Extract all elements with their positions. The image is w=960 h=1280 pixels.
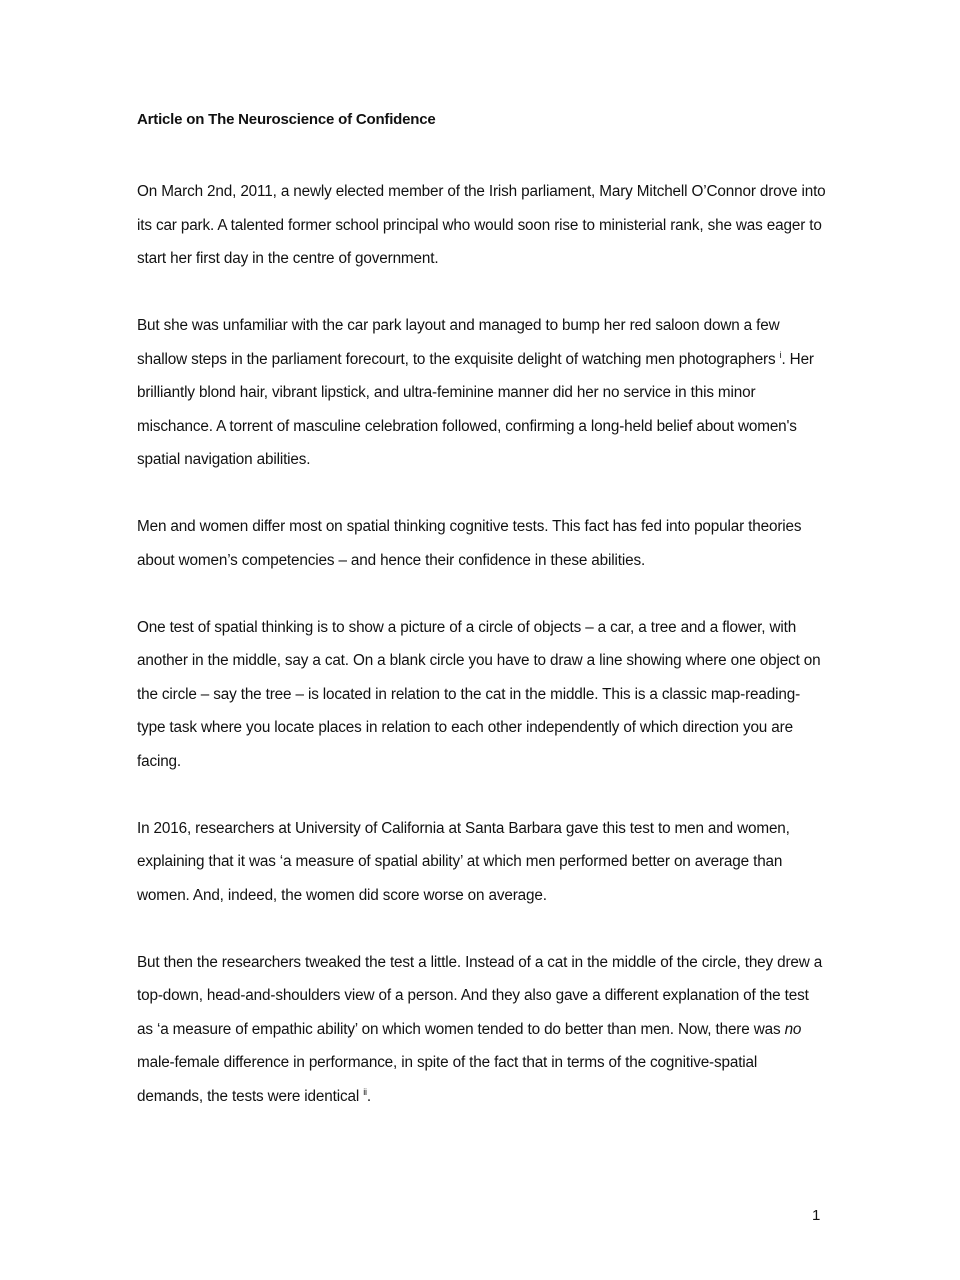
endnote-ref-i[interactable]: i: [779, 349, 782, 360]
paragraph-4: [137, 611, 827, 779]
paragraph-text: Men and women differ most on spatial thinking cognitive tests. This fact has fed into popular theories about women’s competencies – and hence their confidence in these abilities.: [137, 518, 802, 569]
emphasis-word: no: [784, 1020, 802, 1038]
paragraph-text: On March 2nd, 2011, a newly elected member of the Irish parliament, Mary Mitchell O’Connor drove into its car park. A talented former school principal who would soon rise to ministerial rank, she was eager to start her first day in the centre of government.: [137, 183, 826, 267]
paragraph-6: [137, 946, 827, 1114]
paragraph-text: One test of spatial thinking is to show a picture of a circle of objects – a car, a tree and a flower, with another in the middle, say a cat. On a blank circle you have to draw a line showing where one object on the circle – say the tree – is located in relation to the cat in the middle. This is a classic map-reading-type task where you locate places in relation to each other independently of which direction you are facing.: [137, 618, 821, 770]
paragraph-text: .: [366, 1087, 371, 1105]
page-number: 1: [812, 1207, 821, 1224]
paragraph-text: male-female difference in performance, in spite of the fact that in terms of the cognitive-spatial demands, the tests were identical: [137, 1054, 758, 1105]
paragraph-text: But then the researchers tweaked the test a little. Instead of a cat in the middle of the circle, they drew a top-down, head-and-shoulders view of a person. And they also gave a different explanation of the test as ‘a measure of empathic ability’ on which women tended to do better than men. Now, there was: [137, 953, 823, 1038]
paragraph-5: [137, 812, 827, 913]
document-body: [137, 108, 827, 1147]
paragraph-1: [137, 175, 827, 276]
article-title: Article on The Neuroscience of Confidence: [137, 111, 436, 128]
endnote-ref-ii[interactable]: ii: [363, 1086, 367, 1097]
paragraph-3: [137, 510, 827, 577]
paragraph-2: [137, 309, 827, 477]
paragraph-text: . Her brilliantly blond hair, vibrant lipstick, and ultra-feminine manner did her no service in this minor mischance. A torrent of masculine celebration followed, confirming a long-held belief about women's spatial navigation abilities.: [137, 350, 814, 468]
paragraph-text: In 2016, researchers at University of California at Santa Barbara gave this test to men and women, explaining that it was ‘a measure of spatial ability’ at which men performed better on average than women. And, indeed, the women did score worse on average.: [137, 819, 790, 904]
paragraph-text: But she was unfamiliar with the car park layout and managed to bump her red saloon down a few shallow steps in the parliament forecourt, to the exquisite delight of watching men photographers: [137, 317, 780, 368]
